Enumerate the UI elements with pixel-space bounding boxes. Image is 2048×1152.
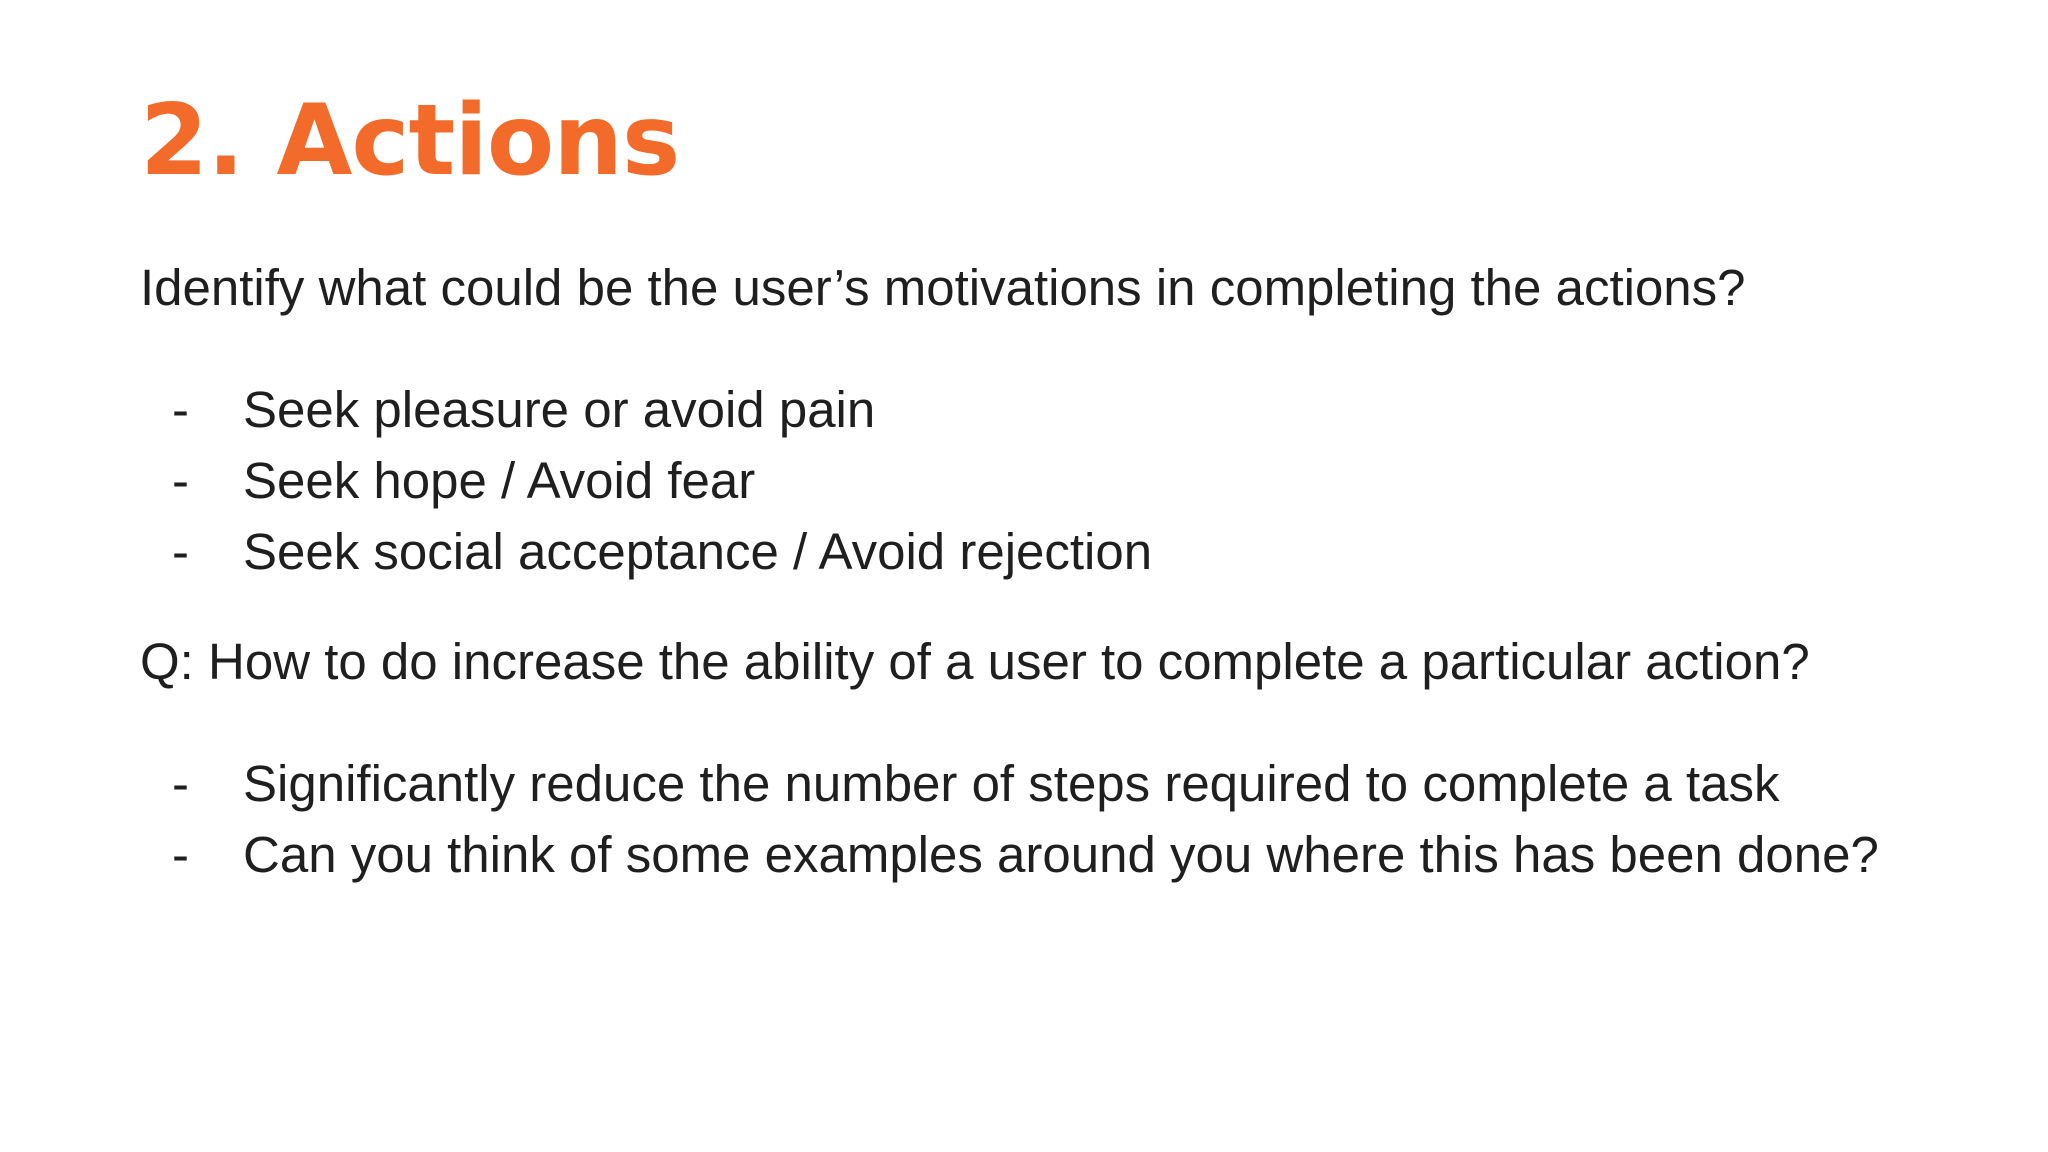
- list-item-text: Can you think of some examples around you where this has been done?: [243, 826, 1879, 883]
- dash-bullet: -: [172, 381, 189, 438]
- dash-bullet: -: [172, 826, 189, 883]
- dash-bullet: -: [172, 755, 189, 812]
- list-item-text: Seek hope / Avoid fear: [243, 452, 756, 509]
- dash-bullet: -: [172, 452, 189, 509]
- list-item-text: Seek pleasure or avoid pain: [243, 381, 876, 438]
- slide-title: 2. Actions: [140, 84, 680, 198]
- list-item-text: Seek social acceptance / Avoid rejection: [243, 523, 1153, 580]
- motivation-question: Identify what could be the user’s motivations in completing the actions?: [140, 259, 1746, 316]
- list-item-text: Significantly reduce the number of steps required to complete a task: [243, 755, 1780, 812]
- ability-question: Q: How to do increase the ability of a user to complete a particular action?: [140, 633, 1810, 690]
- dash-bullet: -: [172, 523, 189, 580]
